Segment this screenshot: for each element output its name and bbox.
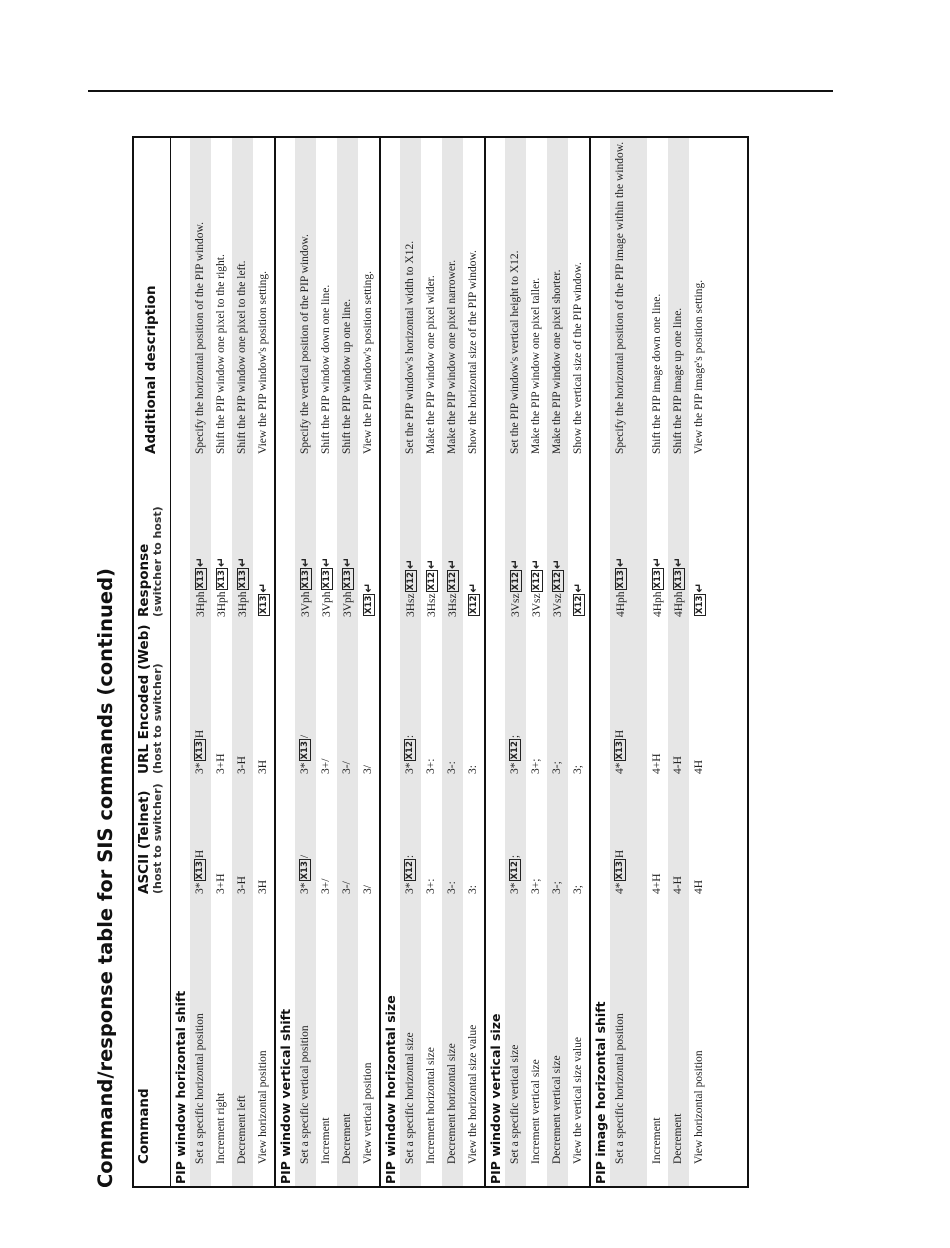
code-text: 3-/	[341, 761, 353, 774]
code-text: 3*	[194, 882, 206, 894]
code-text: H	[194, 849, 206, 859]
response-cell	[193, 557, 209, 617]
command-group	[171, 138, 276, 1186]
code-text: 3;	[572, 765, 584, 774]
description-cell: Shift the PIP window down one line.	[320, 284, 332, 454]
code-text: :	[404, 734, 416, 739]
description-cell: Specify the horizontal position of the PIP image within the window.	[614, 141, 626, 454]
ascii-cell	[193, 850, 208, 894]
ascii-cell	[214, 873, 229, 894]
code-text: 3Vsz	[510, 593, 522, 617]
response-cell	[508, 559, 524, 617]
command-cell: View the vertical size value	[572, 1036, 584, 1164]
url-cell	[445, 761, 460, 774]
code-text: H	[614, 849, 626, 859]
boxed-variable-icon: X12	[511, 571, 521, 591]
command-cell: Set a specific horizontal size	[404, 1032, 416, 1164]
code-text: 3*	[404, 882, 416, 894]
description-cell: Shift the PIP image down one line.	[651, 293, 663, 454]
table-row	[568, 138, 589, 1186]
code-text: 3+:	[425, 758, 437, 774]
command-cell: Increment vertical size	[530, 1059, 542, 1164]
ascii-cell	[529, 879, 544, 894]
ascii-cell	[361, 885, 376, 894]
table-row	[253, 138, 274, 1186]
command-cell: Decrement	[672, 1113, 684, 1164]
page-title: Command/response table for SIS commands (continued)	[94, 568, 117, 1188]
boxed-variable-icon: X12	[405, 861, 415, 880]
return-arrow-icon: ↵	[235, 556, 249, 568]
code-text: 3/	[362, 765, 374, 774]
table-row	[232, 138, 253, 1186]
url-cell	[319, 759, 334, 774]
url-cell	[529, 759, 544, 774]
url-cell	[466, 765, 481, 774]
response-cell	[361, 583, 377, 617]
boxed-variable-icon: X12	[448, 571, 458, 591]
return-arrow-icon: ↵	[319, 556, 333, 568]
boxed-variable-icon: X13	[300, 741, 310, 760]
url-cell	[613, 730, 628, 774]
code-text: 4+H	[651, 753, 663, 774]
code-text: 3-H	[236, 756, 248, 774]
table-row	[668, 138, 689, 1186]
header-url-label: URL Encoded (Web)	[136, 624, 152, 774]
command-cell: Decrement horizontal size	[446, 1043, 458, 1164]
table-body	[171, 138, 710, 1186]
boxed-variable-icon: X13	[364, 595, 374, 614]
table-row	[316, 138, 337, 1186]
code-text: 3+;	[530, 758, 542, 774]
code-text: 3-:	[446, 881, 458, 894]
return-arrow-icon: ↵	[340, 556, 354, 568]
ascii-cell	[466, 885, 481, 894]
description-cell: Shift the PIP window up one line.	[341, 298, 353, 454]
boxed-variable-icon: X13	[301, 570, 311, 589]
code-text: 4Hph	[673, 591, 685, 617]
command-cell: Increment	[320, 1117, 332, 1164]
table-row	[442, 138, 463, 1186]
return-arrow-icon: ↵	[193, 556, 207, 568]
description-cell: Show the horizontal size of the PIP window.	[467, 250, 479, 454]
code-text: 3Hsz	[426, 593, 438, 617]
boxed-variable-icon: X13	[196, 570, 206, 589]
ascii-cell	[550, 881, 565, 894]
code-text: ;	[509, 854, 521, 859]
code-text: 4H	[693, 759, 705, 774]
url-cell	[424, 759, 439, 774]
table-row	[463, 138, 484, 1186]
code-text: 3+:	[425, 878, 437, 894]
code-text: 3+/	[320, 878, 332, 894]
ascii-cell	[692, 880, 707, 894]
description-cell: Make the PIP window one pixel taller.	[530, 277, 542, 454]
table-row	[337, 138, 358, 1186]
header-url-sub: (host to switcher)	[151, 663, 164, 774]
response-cell	[319, 557, 335, 617]
header-ascii-sub: (host to switcher)	[151, 783, 164, 894]
response-cell	[298, 557, 314, 617]
boxed-variable-icon: X13	[674, 570, 684, 589]
ascii-cell	[319, 879, 334, 894]
table-row	[295, 138, 316, 1186]
header-command	[137, 1088, 151, 1164]
description-cell: Set the PIP window's horizontal width to X12.	[404, 240, 416, 454]
command-group	[486, 138, 591, 1186]
code-text: 3/	[362, 885, 374, 894]
description-cell: Show the vertical size of the PIP window.	[572, 262, 584, 454]
description-cell: Set the PIP window's vertical height to X12.	[509, 250, 521, 454]
response-cell	[692, 583, 708, 617]
code-text: 3Hph	[237, 591, 249, 617]
command-cell: Increment horizontal size	[425, 1047, 437, 1164]
boxed-variable-icon: X12	[406, 571, 416, 591]
code-text: 4Hph	[615, 591, 627, 617]
response-cell	[466, 583, 482, 617]
boxed-variable-icon: X13	[259, 595, 269, 614]
ascii-cell	[256, 880, 271, 894]
code-text: 4-H	[672, 756, 684, 774]
ascii-cell	[650, 873, 665, 894]
command-cell: Increment right	[215, 1092, 227, 1164]
return-arrow-icon: ↵	[361, 582, 375, 593]
command-cell: Decrement left	[236, 1095, 248, 1164]
return-arrow-icon: ↵	[403, 558, 417, 569]
code-text: 3*	[509, 882, 521, 894]
return-arrow-icon: ↵	[508, 558, 522, 569]
header-ascii-label: ASCII (Telnet)	[136, 790, 152, 894]
code-text: 3Hph	[195, 591, 207, 617]
response-cell	[445, 559, 461, 617]
code-text: 3*	[299, 882, 311, 894]
boxed-variable-icon: X13	[300, 861, 310, 880]
boxed-variable-icon: X12	[510, 741, 520, 760]
code-text: 3Hsz	[405, 593, 417, 617]
description-cell: Shift the PIP window one pixel to the left.	[236, 260, 248, 454]
command-cell: Increment	[651, 1117, 663, 1164]
code-text: 3Vsz	[552, 593, 564, 617]
return-arrow-icon: ↵	[256, 582, 270, 593]
table-row	[190, 138, 211, 1186]
group-title: PIP window horizontal size	[383, 995, 398, 1184]
ascii-cell	[298, 855, 313, 894]
ascii-cell	[424, 879, 439, 894]
code-text: ;	[509, 734, 521, 739]
boxed-variable-icon: X13	[343, 570, 353, 589]
code-text: 3-/	[341, 881, 353, 894]
page-top-rule	[88, 90, 833, 92]
code-text: 3*	[299, 762, 311, 774]
response-cell	[529, 559, 545, 617]
command-cell: Set a specific horizontal position	[614, 1013, 626, 1164]
boxed-variable-icon: X13	[653, 570, 663, 589]
ascii-cell	[671, 876, 686, 894]
boxed-variable-icon: X12	[469, 595, 479, 614]
header-description-label: Additional description	[143, 285, 159, 454]
code-text: 3+H	[215, 873, 227, 894]
command-cell: View vertical position	[362, 1062, 374, 1164]
code-text: 3Vsz	[531, 593, 543, 617]
ascii-cell	[571, 885, 586, 894]
return-arrow-icon: ↵	[613, 556, 627, 568]
boxed-variable-icon: X13	[238, 570, 248, 589]
ascii-cell	[403, 855, 418, 894]
description-cell: Make the PIP window one pixel wider.	[425, 275, 437, 454]
header-response-sub: (switcher to host)	[151, 506, 164, 617]
response-cell	[424, 559, 440, 617]
code-text: 4+H	[651, 873, 663, 894]
code-text: 3H	[257, 759, 269, 774]
code-text: 3*	[509, 762, 521, 774]
response-cell	[650, 557, 666, 617]
code-text: 4*	[614, 882, 626, 894]
url-cell	[340, 761, 355, 774]
table-row	[505, 138, 526, 1186]
code-text: 3Vph	[321, 591, 333, 617]
return-arrow-icon: ↵	[571, 582, 585, 593]
table-row	[400, 138, 421, 1186]
description-cell: Shift the PIP image up one line.	[672, 307, 684, 454]
boxed-variable-icon: X13	[615, 741, 625, 760]
command-cell: View horizontal position	[257, 1050, 269, 1164]
code-text: 4Hph	[652, 591, 664, 617]
command-cell: View horizontal position	[693, 1050, 705, 1164]
header-response-label: Response	[136, 543, 152, 617]
command-cell: Set a specific horizontal position	[194, 1013, 206, 1164]
url-cell	[508, 735, 523, 774]
group-title: PIP window vertical shift	[278, 1008, 293, 1184]
ascii-cell	[508, 855, 523, 894]
code-text: 3*	[194, 762, 206, 774]
header-url	[137, 624, 165, 774]
code-text: 4-H	[672, 876, 684, 894]
code-text: H	[194, 729, 206, 739]
return-arrow-icon: ↵	[214, 556, 228, 568]
return-arrow-icon: ↵	[692, 582, 706, 593]
response-cell	[235, 557, 251, 617]
code-text: 3Hsz	[447, 593, 459, 617]
table-row	[526, 138, 547, 1186]
boxed-variable-icon: X13	[695, 595, 705, 614]
response-cell	[214, 557, 230, 617]
group-title: PIP window vertical size	[488, 1013, 503, 1184]
table-row	[610, 138, 647, 1186]
return-arrow-icon: ↵	[671, 556, 685, 568]
command-cell: Decrement vertical size	[551, 1055, 563, 1164]
command-cell: Decrement	[341, 1113, 353, 1164]
url-cell	[550, 761, 565, 774]
ascii-cell	[445, 881, 460, 894]
table-row	[211, 138, 232, 1186]
code-text: 3*	[404, 762, 416, 774]
header-description	[144, 285, 158, 454]
code-text: 3:	[467, 765, 479, 774]
code-text: 4H	[693, 879, 705, 894]
code-text: 3Hph	[216, 591, 228, 617]
code-text: 3-H	[236, 876, 248, 894]
rotated-page-content	[88, 128, 748, 1188]
table-header	[134, 138, 171, 1186]
return-arrow-icon: ↵	[424, 558, 438, 569]
code-text: 3+;	[530, 878, 542, 894]
code-text: /	[299, 734, 311, 739]
url-cell	[571, 765, 586, 774]
boxed-variable-icon: X13	[217, 570, 227, 589]
url-cell	[214, 753, 229, 774]
boxed-variable-icon: X13	[615, 861, 625, 880]
code-text: 4*	[614, 762, 626, 774]
return-arrow-icon: ↵	[466, 582, 480, 593]
code-text: 3-:	[446, 761, 458, 774]
boxed-variable-icon: X13	[195, 741, 205, 760]
command-cell: Set a specific vertical size	[509, 1044, 521, 1164]
url-cell	[298, 735, 313, 774]
response-cell	[671, 557, 687, 617]
boxed-variable-icon: X12	[553, 571, 563, 591]
ascii-cell	[235, 876, 250, 894]
url-cell	[193, 730, 208, 774]
table-row	[547, 138, 568, 1186]
response-cell	[403, 559, 419, 617]
header-response	[137, 506, 165, 617]
code-text: 3-;	[551, 881, 563, 894]
group-title: PIP image horizontal shift	[593, 1001, 608, 1184]
code-text: 3+H	[215, 753, 227, 774]
code-text: 3Vph	[342, 591, 354, 617]
url-cell	[650, 753, 665, 774]
command-group	[276, 138, 381, 1186]
boxed-variable-icon: X13	[195, 861, 205, 880]
code-text: /	[299, 854, 311, 859]
code-text: 3H	[257, 879, 269, 894]
return-arrow-icon: ↵	[298, 556, 312, 568]
url-cell	[692, 760, 707, 774]
table-row	[421, 138, 442, 1186]
code-text: H	[614, 729, 626, 739]
response-cell	[340, 557, 356, 617]
code-text: 3:	[467, 885, 479, 894]
code-text: 3-;	[551, 761, 563, 774]
description-cell: Specify the horizontal position of the PIP window.	[194, 222, 206, 454]
code-text: 3;	[572, 885, 584, 894]
url-cell	[671, 756, 686, 774]
command-group	[591, 138, 710, 1186]
url-cell	[403, 735, 418, 774]
command-group	[381, 138, 486, 1186]
boxed-variable-icon: X12	[574, 595, 584, 614]
description-cell: Specify the vertical position of the PIP window.	[299, 234, 311, 454]
boxed-variable-icon: X13	[322, 570, 332, 589]
url-cell	[361, 765, 376, 774]
response-cell	[571, 583, 587, 617]
table-row	[358, 138, 379, 1186]
code-text: 3Vph	[300, 591, 312, 617]
description-cell: View the PIP window's position setting.	[257, 270, 269, 454]
header-ascii-cell	[137, 783, 165, 894]
boxed-variable-icon: X13	[616, 570, 626, 589]
response-cell	[613, 557, 629, 617]
boxed-variable-icon: X12	[532, 571, 542, 591]
return-arrow-icon: ↵	[445, 558, 459, 569]
response-cell	[256, 583, 272, 617]
response-cell	[550, 559, 566, 617]
ascii-cell	[613, 850, 628, 894]
return-arrow-icon: ↵	[550, 558, 564, 569]
boxed-variable-icon: X12	[405, 741, 415, 760]
boxed-variable-icon: X12	[427, 571, 437, 591]
return-arrow-icon: ↵	[529, 558, 543, 569]
ascii-cell	[340, 881, 355, 894]
code-text: 3+/	[320, 758, 332, 774]
table-row	[647, 138, 668, 1186]
header-command-label: Command	[136, 1088, 152, 1164]
description-cell: Shift the PIP window one pixel to the right.	[215, 254, 227, 454]
description-cell: View the PIP image's position setting.	[693, 279, 705, 454]
url-cell	[235, 756, 250, 774]
group-title: PIP window horizontal shift	[173, 990, 188, 1184]
description-cell: View the PIP window's position setting.	[362, 270, 374, 454]
code-text: :	[404, 854, 416, 859]
boxed-variable-icon: X12	[510, 861, 520, 880]
description-cell: Make the PIP window one pixel shorter.	[551, 269, 563, 454]
url-cell	[256, 760, 271, 774]
table-row	[689, 138, 710, 1186]
description-cell: Make the PIP window one pixel narrower.	[446, 259, 458, 454]
command-cell: Set a specific vertical position	[299, 1025, 311, 1164]
return-arrow-icon: ↵	[650, 556, 664, 568]
sis-command-table	[132, 136, 749, 1188]
command-cell: View the horizontal size value	[467, 1024, 479, 1164]
